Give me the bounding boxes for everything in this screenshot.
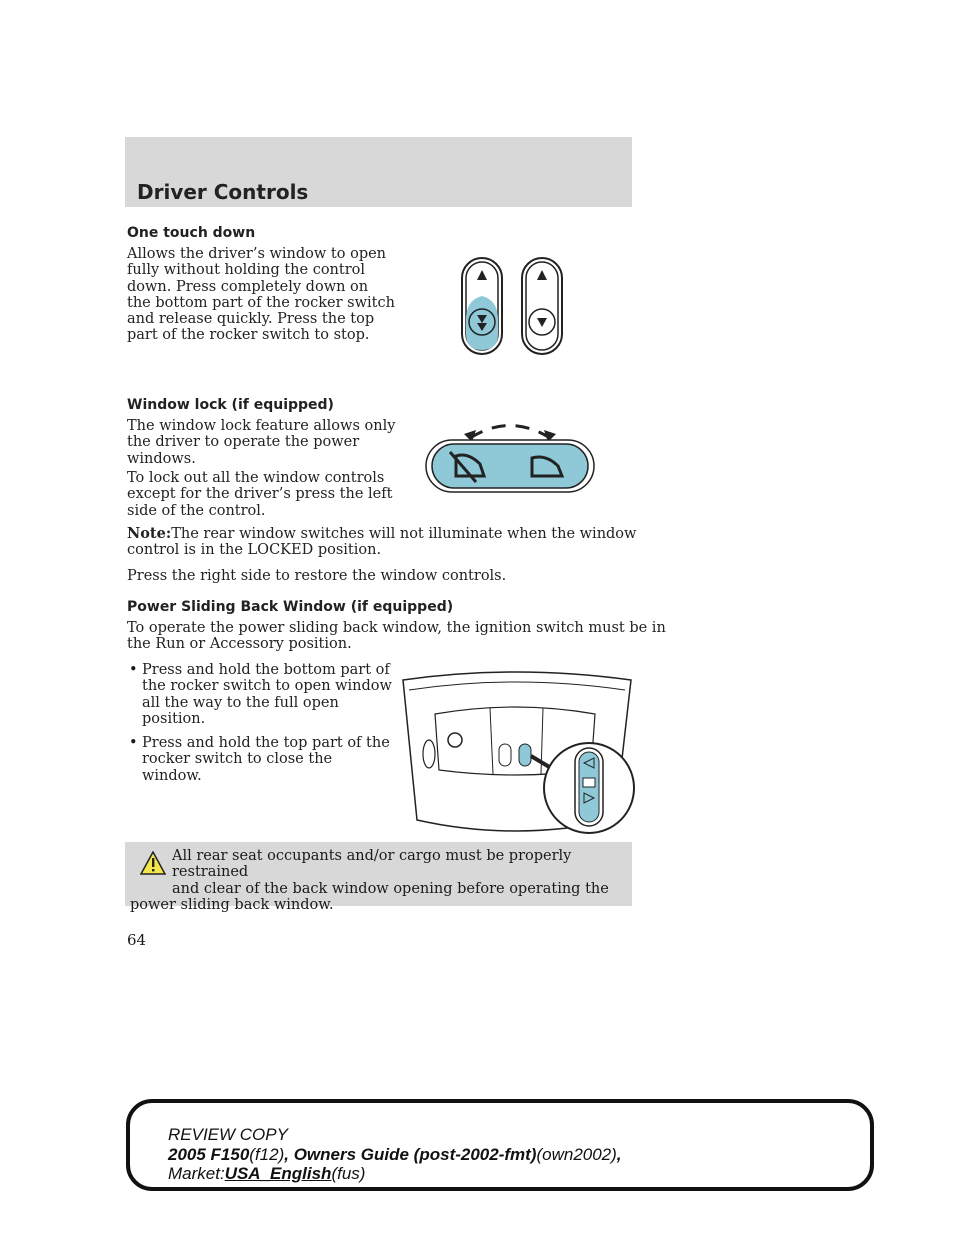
window-lock-switch-illustration xyxy=(420,408,600,498)
window-lock-paragraph-1: The window lock feature allows only the driver to operate the power windows. xyxy=(127,418,396,467)
bullet-2-symbol: • xyxy=(129,735,138,751)
bullet-2-text: Press and hold the top part of the rocker switch to close the window. xyxy=(142,735,390,784)
section-heading-sliding-window: Power Sliding Back Window (if equipped) xyxy=(127,599,454,615)
footer-review-copy: REVIEW COPY xyxy=(168,1125,288,1144)
restore-paragraph: Press the right side to restore the window controls. xyxy=(127,568,507,584)
review-footer xyxy=(126,1099,874,1191)
note-paragraph: Note:The rear window switches will not illuminate when the window control is in the LOCKED position. xyxy=(127,525,637,559)
section-heading-window-lock: Window lock (if equipped) xyxy=(127,397,334,413)
one-touch-paragraph: Allows the driver’s window to open fully without holding the control down. Press completely down on the bottom part of the rocker switch and release quickly. Press the top part of the rocker switch to stop. xyxy=(127,246,395,344)
page-number: 64 xyxy=(127,931,147,949)
section-heading-one-touch: One touch down xyxy=(127,225,256,241)
bullet-1-symbol: • xyxy=(129,662,138,678)
rocker-switch-illustration xyxy=(455,250,585,360)
window-lock-paragraph-2: To lock out all the window controls except for the driver’s press the left side of the control. xyxy=(127,470,393,519)
footer-guide-line: 2005 F150(f12), Owners Guide (post-2002-fmt)(own2002), xyxy=(168,1145,622,1164)
footer-market-line: Market:USA_English(fus) xyxy=(168,1164,366,1183)
sliding-intro-paragraph: To operate the power sliding back window, the ignition switch must be in the Run or Accessory position. xyxy=(127,620,666,653)
warning-text: All rear seat occupants and/or cargo must be properly restrained and clear of the back window opening before operating the power sliding back window. xyxy=(130,848,609,913)
overhead-console-illustration xyxy=(395,670,640,845)
bullet-1-text: Press and hold the bottom part of the rocker switch to open window all the way to the full open position. xyxy=(142,662,392,727)
page-title: Driver Controls xyxy=(137,180,309,204)
